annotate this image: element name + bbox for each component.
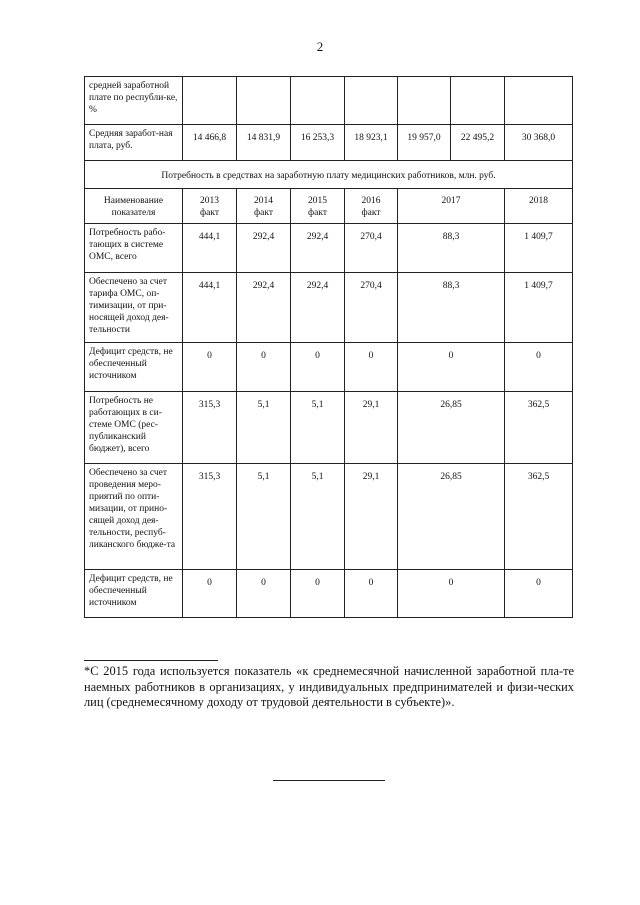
table-cell: 270,4 <box>345 224 398 273</box>
table-cell: 22 495,2 <box>451 125 505 161</box>
table-cell: 0 <box>183 343 237 392</box>
table-cell: 444,1 <box>183 224 237 273</box>
table-row <box>85 570 573 618</box>
end-divider <box>273 780 385 781</box>
section-title: Потребность в средствах на заработную плату медицинских работников, млн. руб. <box>85 161 573 189</box>
table-cell <box>291 77 345 125</box>
table-cell: 362,5 <box>505 392 573 464</box>
table-cell: 0 <box>183 570 237 618</box>
table-cell: 1 409,7 <box>505 273 573 343</box>
row-label: Дефицит средств, не обеспеченный источником <box>85 343 183 392</box>
row-label: средней заработной плате по республи-ке, % <box>85 77 183 125</box>
table-cell: 14 831,9 <box>237 125 291 161</box>
table-cell: 0 <box>505 343 573 392</box>
table-cell <box>398 77 451 125</box>
header-label: Наименование показателя <box>85 189 183 224</box>
table-cell: 14 466,8 <box>183 125 237 161</box>
header-year-2017: 2017 <box>398 189 505 224</box>
table-row <box>85 464 573 570</box>
table-row <box>85 273 573 343</box>
row-label: Обеспечено за счет тарифа ОМС, оп-тимизации, от при-носящей доход дея-тельности <box>85 273 183 343</box>
table-cell: 0 <box>345 570 398 618</box>
table-cell: 270,4 <box>345 273 398 343</box>
table-cell: 0 <box>237 570 291 618</box>
table-cell: 0 <box>398 343 505 392</box>
table-cell: 0 <box>398 570 505 618</box>
row-label: Обеспечено за счет проведения меро-приятий по опти-мизации, от прино-сящей доход дея-тельности, респуб-ликанского бюдже-та <box>85 464 183 570</box>
table-cell: 18 923,1 <box>345 125 398 161</box>
table-cell: 292,4 <box>237 224 291 273</box>
row-label: Средняя заработ-ная плата, руб. <box>85 125 183 161</box>
header-year-2013: 2013 факт <box>183 189 237 224</box>
table-cell: 29,1 <box>345 464 398 570</box>
table-row <box>85 224 573 273</box>
table-cell: 5,1 <box>291 464 345 570</box>
header-row <box>85 189 573 224</box>
table-cell: 444,1 <box>183 273 237 343</box>
table-cell: 88,3 <box>398 273 505 343</box>
header-year-2014: 2014 факт <box>237 189 291 224</box>
table-cell: 292,4 <box>291 273 345 343</box>
footnote: *С 2015 года используется показатель «к среднемесячной начисленной заработной пла-те наемных работников в организациях, у индивидуальных предпринимателей и физи-ческих лиц (среднемесячному доходу от трудовой деятельности в субъекте)». <box>84 664 574 709</box>
table-cell: 26,85 <box>398 392 505 464</box>
table-cell: 0 <box>505 570 573 618</box>
footnote-divider <box>84 660 218 661</box>
table-cell <box>237 77 291 125</box>
table-row <box>85 343 573 392</box>
table-cell <box>345 77 398 125</box>
table-cell: 29,1 <box>345 392 398 464</box>
header-year-2015: 2015 факт <box>291 189 345 224</box>
table-cell: 88,3 <box>398 224 505 273</box>
table-cell: 16 253,3 <box>291 125 345 161</box>
table-cell: 5,1 <box>237 392 291 464</box>
table-row <box>85 392 573 464</box>
table-cell: 315,3 <box>183 392 237 464</box>
section-title-row <box>85 161 573 189</box>
page-number: 2 <box>316 39 324 54</box>
table-cell: 315,3 <box>183 464 237 570</box>
header-year-2018: 2018 <box>505 189 573 224</box>
table-cell: 0 <box>291 570 345 618</box>
table-cell: 5,1 <box>237 464 291 570</box>
row-label: Потребность не работающих в си-стеме ОМС (рес-публиканский бюджет), всего <box>85 392 183 464</box>
table-row <box>85 125 573 161</box>
table-cell: 292,4 <box>237 273 291 343</box>
table-cell: 362,5 <box>505 464 573 570</box>
table-cell: 292,4 <box>291 224 345 273</box>
table-cell: 30 368,0 <box>505 125 573 161</box>
table-cell: 0 <box>345 343 398 392</box>
header-year-2016: 2016 факт <box>345 189 398 224</box>
table-row <box>85 77 573 125</box>
salary-table <box>84 76 573 618</box>
table-cell: 5,1 <box>291 392 345 464</box>
row-label: Потребность рабо-тающих в системе ОМС, всего <box>85 224 183 273</box>
table-cell: 0 <box>237 343 291 392</box>
table-cell: 26,85 <box>398 464 505 570</box>
table-cell: 19 957,0 <box>398 125 451 161</box>
table-cell <box>183 77 237 125</box>
table-cell: 0 <box>291 343 345 392</box>
row-label: Дефицит средств, не обеспеченный источником <box>85 570 183 618</box>
table-cell <box>451 77 505 125</box>
table-cell: 1 409,7 <box>505 224 573 273</box>
table-cell <box>505 77 573 125</box>
